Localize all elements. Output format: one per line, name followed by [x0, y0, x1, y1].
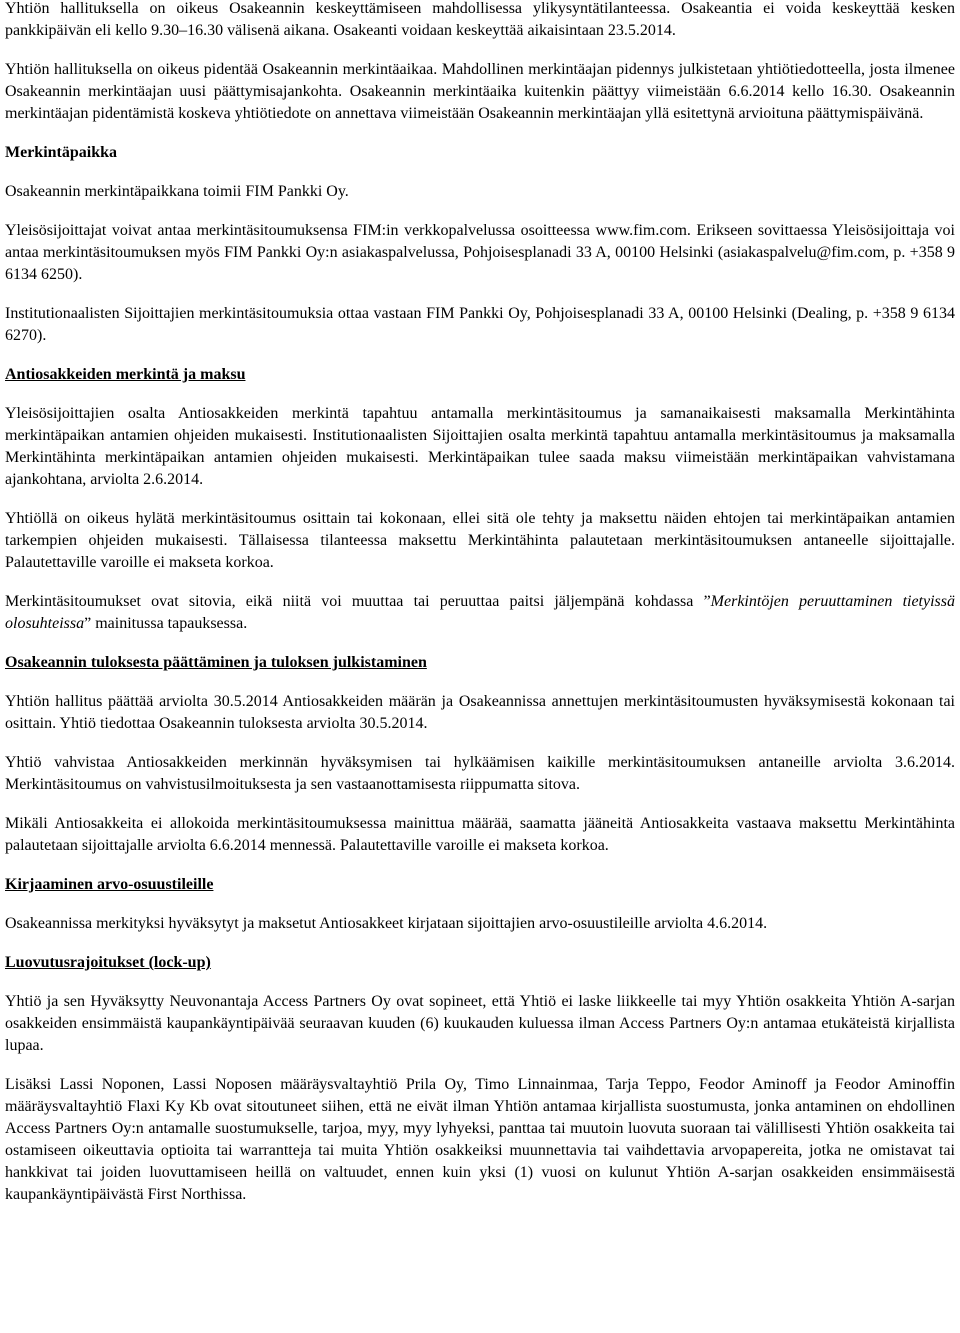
sitovuus-text-italic: Merkintöjen peruuttaminen tietyissä olosuhteissa — [5, 593, 956, 632]
paragraph-keskeyttaminen: Yhtiön hallituksella on oikeus Osakeannin keskeyttämiseen mahdollisessa ylikysyntätilanteessa. Osakeantia ei voida keskeyttää kesken pankkipäivän eli kello 9.30–16.30 välisenä aikana. Osakeanti voidaan keskeyttää aikaisintaan 23.5.2014. — [5, 0, 955, 39]
paragraph-hallitus-paattaa: Yhtiön hallitus päättää arviolta 30.5.2014 Antiosakkeiden määrän ja Osakeannissa annettujen merkintäsitoumusten hyväksymisestä kokonaan tai osittain. Yhtiö tiedottaa Osakeannin tuloksesta arviolta 30.5.2014. — [5, 693, 955, 732]
paragraph-institutionaaliset: Institutionaalisten Sijoittajien merkintäsitoumuksia ottaa vastaan FIM Pankki Oy, Pohjoisesplanadi 33 A, 00100 Helsinki (Dealing, p. +358 9 6134 6270). — [5, 305, 955, 344]
heading-tuloksesta-paattaminen: Osakeannin tuloksesta päättäminen ja tuloksen julkistaminen — [5, 654, 427, 671]
paragraph-merkintapaikka: Osakeannin merkintäpaikkana toimii FIM Pankki Oy. — [5, 183, 349, 200]
paragraph-hylkaaminen: Yhtiöllä on oikeus hylätä merkintäsitoumus osittain tai kokonaan, ellei sitä ole tehty ja maksettu näiden ehtojen tai merkintäpaikan antamien tarkempien ohjeiden mukaisesti. Tällaisessa tilanteessa maksettu Merkintähinta palautetaan merkintäsitoumuksen antaneelle sijoittajalle. Palautettaville varoille ei makseta korkoa. — [5, 510, 955, 571]
paragraph-lock-up-yhtio: Yhtiö ja sen Hyväksytty Neuvonantaja Access Partners Oy ovat sopineet, että Yhtiö ei laske liikkeelle tai myy Yhtiön osakkeita Yhtiön A-sarjan osakkeiden ensimmäistä kaupankäyntipäivää seuraavan kuuden (6) kuukauden kuluessa ilman Access Partners Oy:n antamaa etukäteistä kirjallista lupaa. — [5, 993, 955, 1054]
paragraph-sitovuus — [5, 591, 955, 635]
paragraph-lock-up-osakkeenomistajat: Lisäksi Lassi Noponen, Lassi Noposen määräysvaltayhtiö Prila Oy, Timo Linnainmaa, Tarja Teppo, Feodor Aminoff ja Feodor Aminoffin määräysvaltayhtiö Flaxi Ky Kb ovat sitoutuneet siihen, että ne eivät ilman Yhtiön antamaa kirjallista suostumusta, jonka antaminen on ehdollinen Access Partners Oy:n antamalle suostumukselle, tarjoa, myy, myy lyhyeksi, panttaa tai muutoin luovuta suoraan tai välillisesti Yhtiön osakkeita tai ostamiseen oikeuttavia optioita tai warrantteja tai muita Yhtiön osakkeiksi muunnettavia tai vaihdettavia arvopapereita, jotka ne omistavat tai hankkivat tai joiden luovuttamiseen heillä on valtuudet, ennen kuin yksi (1) vuosi on kulunut Yhtiön A-sarjan osakkeiden ensimmäisestä kaupankäyntipäivästä First Northissa. — [5, 1076, 955, 1203]
heading-merkintapaikka: Merkintäpaikka — [5, 144, 118, 161]
paragraph-kirjaaminen: Osakeannissa merkityksi hyväksytyt ja maksetut Antiosakkeet kirjataan sijoittajien arvo-osuustileille arviolta 4.6.2014. — [5, 915, 768, 932]
paragraph-vahvistus: Yhtiö vahvistaa Antiosakkeiden merkinnän hyväksymisen tai hylkäämisen kaikille merkintäsitoumuksen antaneille arviolta 3.6.2014. Merkintäsitoumus on vahvistusilmoituksesta ja sen vastaanottamisesta riippumatta sitova. — [5, 754, 955, 793]
sitovuus-text-pre: Merkintäsitoumukset ovat sitovia, eikä niitä voi muuttaa tai peruuttaa paitsi jäljempänä kohdassa ” — [5, 593, 711, 610]
heading-luovutusrajoitukset: Luovutusrajoitukset (lock-up) — [5, 954, 211, 971]
paragraph-yleisosijoittajat: Yleisösijoittajat voivat antaa merkintäsitoumuksensa FIM:in verkkopalvelussa osoitteessa www.fim.com. Erikseen sovittaessa Yleisösijoittaja voi antaa merkintäsitoumuksen myös FIM Pankki Oy:n asiakaspalvelussa, Pohjoisesplanadi 33 A, 00100 Helsinki (asiakaspalvelu@fim.com, p. +358 9 6134 6250). — [5, 222, 955, 283]
heading-kirjaaminen: Kirjaaminen arvo-osuustileille — [5, 876, 214, 893]
paragraph-palautus: Mikäli Antiosakkeita ei allokoida merkintäsitoumuksessa mainittua määrää, saamatta jääneitä Antiosakkeita vastaava maksettu Merkintähinta palautetaan sijoittajalle arviolta 6.6.2014 mennessä. Palautettaville varoille ei makseta korkoa. — [5, 815, 955, 854]
sitovuus-text-post: ” mainitussa tapauksessa. — [84, 615, 248, 632]
paragraph-merkinta-maksu: Yleisösijoittajien osalta Antiosakkeiden merkintä tapahtuu antamalla merkintäsitoumus ja samanaikaisesti maksamalla Merkintähinta merkintäpaikan antamien ohjeiden mukaisesti. Institutionaalisten Sijoittajien osalta merkintä tapahtuu antamalla merkintäsitoumus ja maksamalla Merkintähinta merkintäpaikan antamien ohjeiden mukaisesti. Merkintäpaikan tulee saada maksu viimeistään merkintäpaikan vahvistamana ajankohtana, arviolta 2.6.2014. — [5, 405, 955, 488]
paragraph-merkintaajan-pidennys: Yhtiön hallituksella on oikeus pidentää Osakeannin merkintäaikaa. Mahdollinen merkintäajan pidennys julkistetaan yhtiötiedotteella, josta ilmenee Osakeannin merkintäajan uusi päättymisajankohta. Osakeannin merkintäaika kuitenkin päättyy viimeistään 6.6.2014 kello 16.30. Osakeannin merkintäajan pidentämistä koskeva yhtiötiedote on annettava viimeistään Osakeannin merkintäajan yllä esitettynä arvioituna päättymispäivänä. — [5, 61, 955, 122]
heading-antiosakkeiden-merkinta: Antiosakkeiden merkintä ja maksu — [5, 366, 246, 383]
